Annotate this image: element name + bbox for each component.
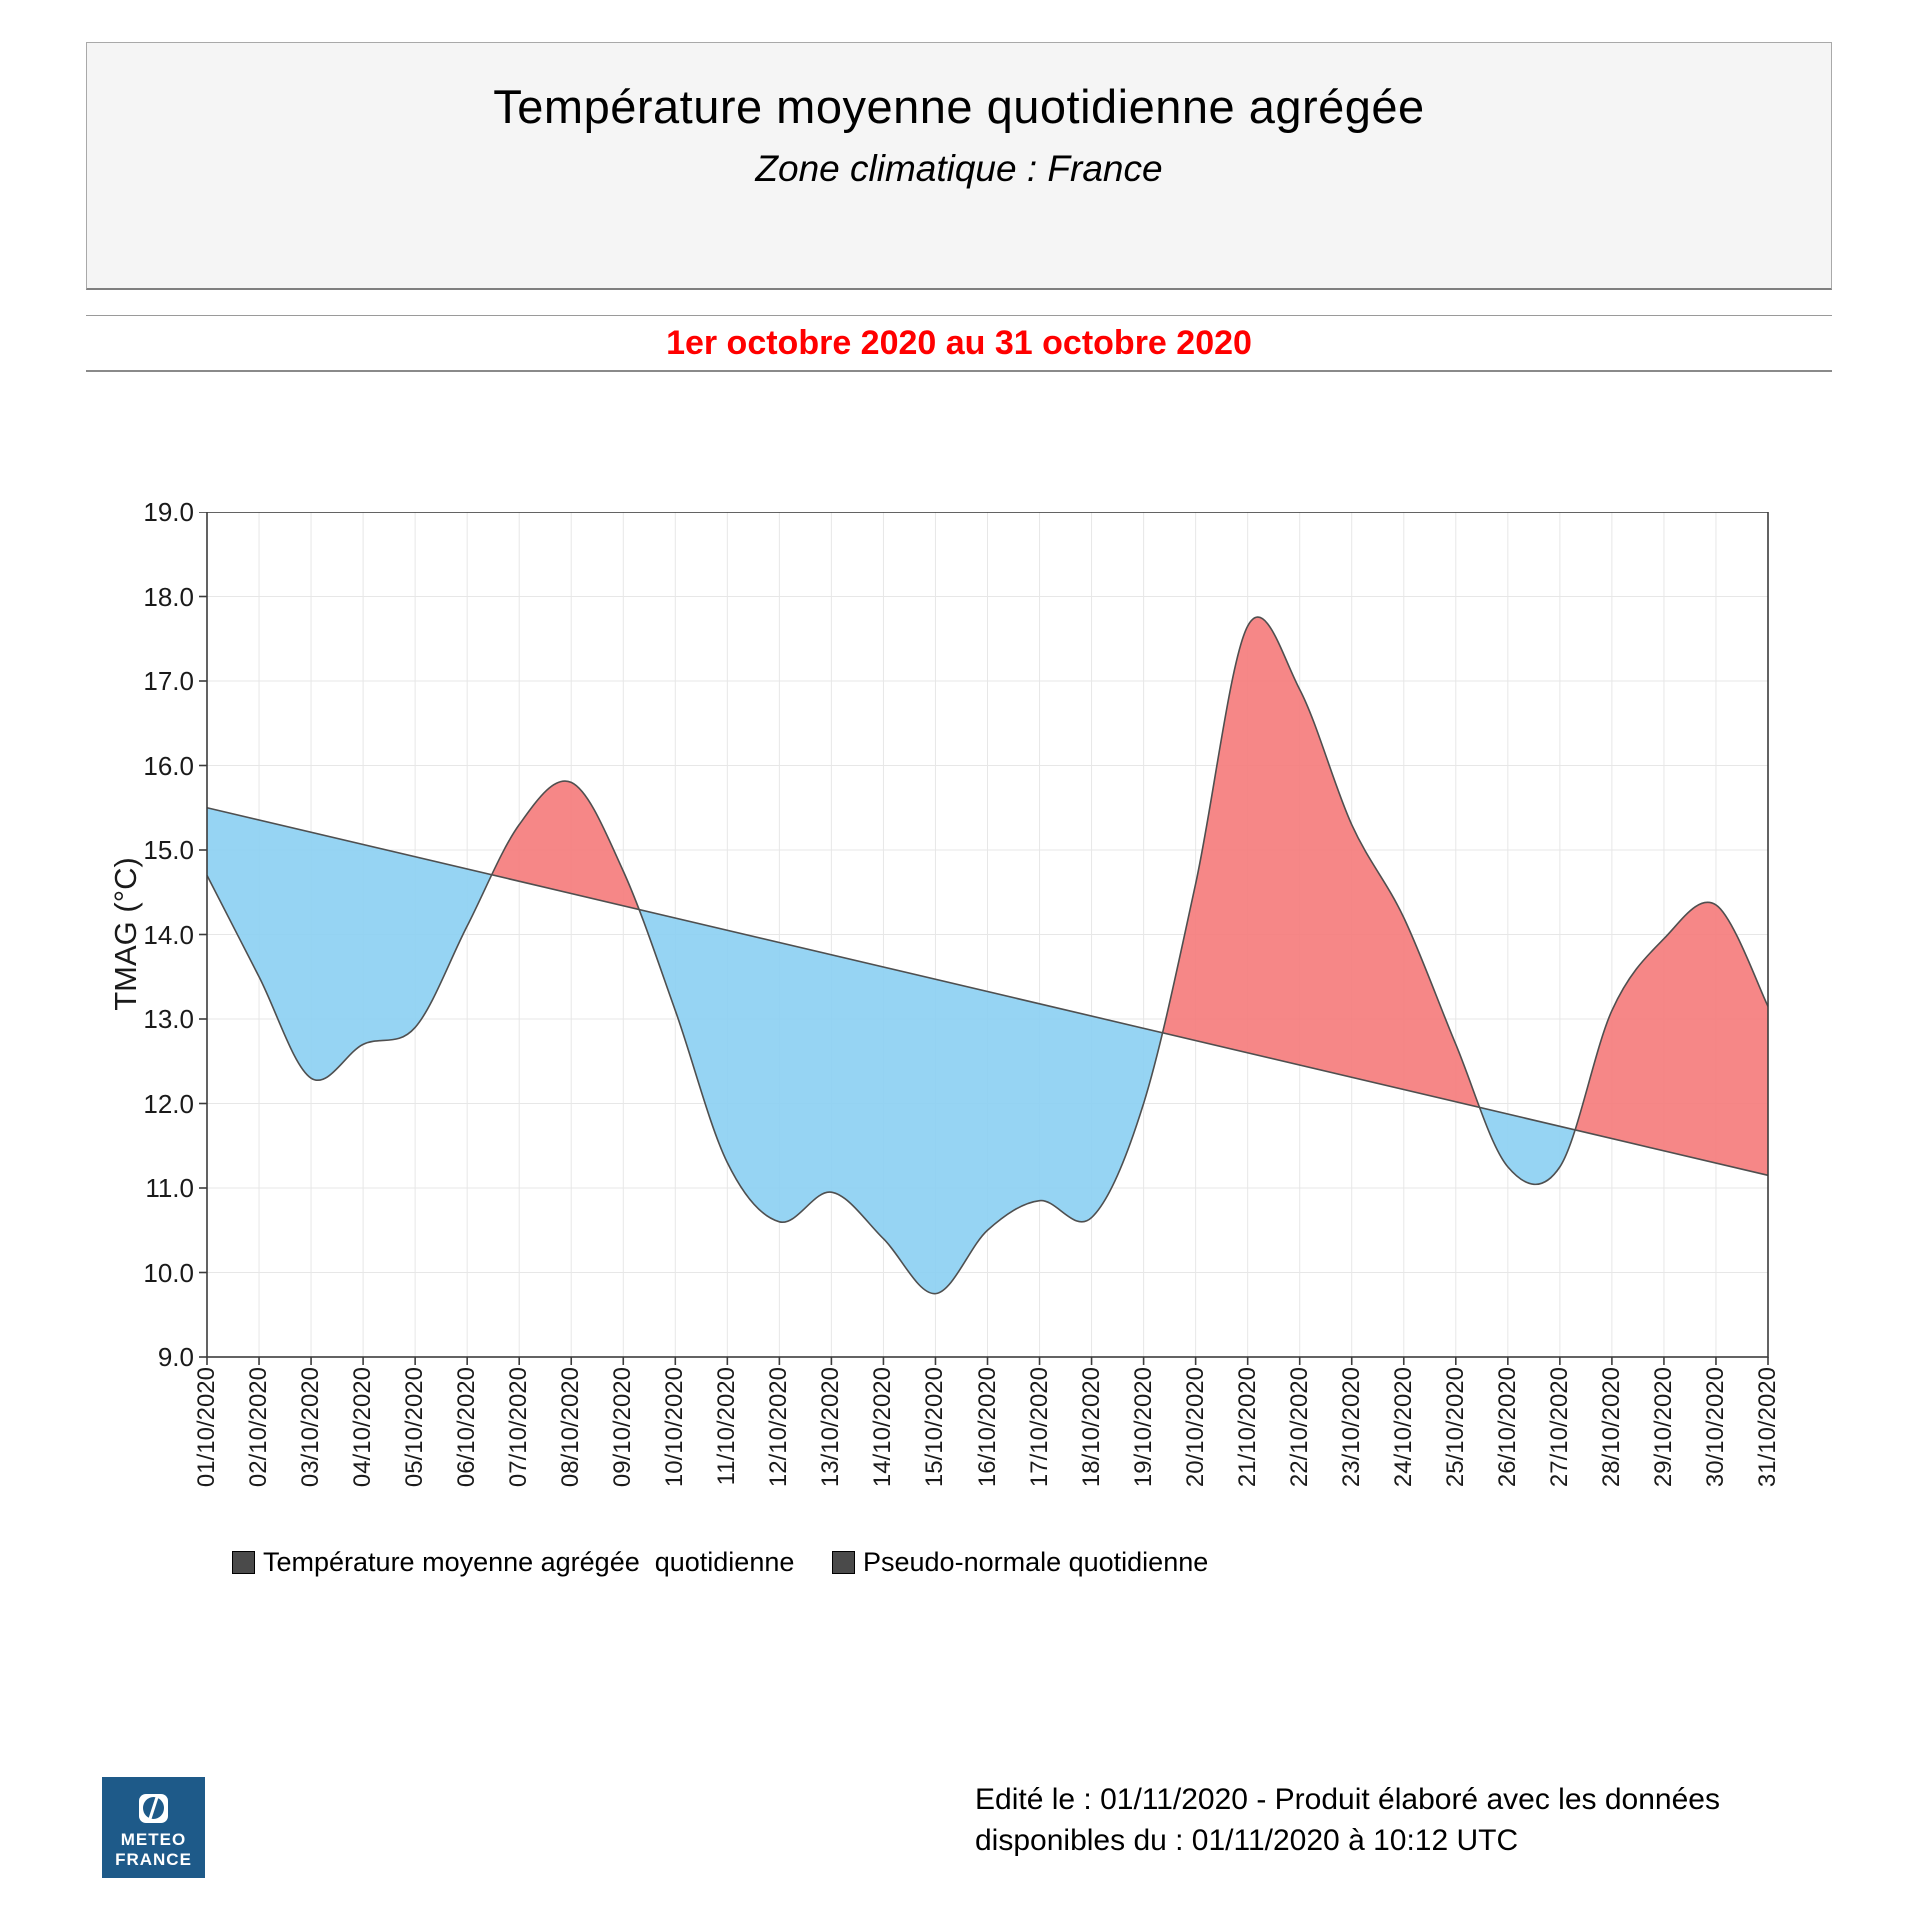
- x-tick-label: 30/10/2020: [1701, 1367, 1729, 1488]
- x-tick-label: 16/10/2020: [973, 1367, 1001, 1488]
- page-title: Température moyenne quotidienne agrégée: [493, 80, 1425, 133]
- x-tick-label: 27/10/2020: [1545, 1367, 1573, 1488]
- x-tick-label: 12/10/2020: [765, 1367, 793, 1488]
- y-tick-label: 11.0: [145, 1173, 194, 1203]
- x-tick-label: 24/10/2020: [1389, 1367, 1417, 1488]
- x-tick-label: 18/10/2020: [1077, 1367, 1105, 1488]
- x-tick-label: 20/10/2020: [1181, 1367, 1209, 1488]
- y-tick-label: 16.0: [143, 750, 194, 781]
- y-axis-title: TMAG (°C): [108, 857, 143, 1011]
- x-tick-label: 22/10/2020: [1285, 1367, 1313, 1488]
- x-tick-label: 31/10/2020: [1754, 1367, 1781, 1488]
- x-tick-label: 05/10/2020: [401, 1367, 429, 1488]
- x-tick-label: 21/10/2020: [1233, 1367, 1261, 1488]
- legend-swatch-pseudo-normale-icon: [832, 1551, 855, 1574]
- y-tick-label: 14.0: [143, 919, 194, 950]
- x-tick-label: 10/10/2020: [661, 1367, 689, 1488]
- edition-note-line2: disponibles du : 01/11/2020 à 10:12 UTC: [975, 1824, 1519, 1857]
- x-tick-label: 02/10/2020: [245, 1367, 273, 1488]
- period-band: [86, 315, 1832, 372]
- x-tick-label: 01/10/2020: [193, 1367, 220, 1488]
- y-tick-label: 10.0: [143, 1257, 194, 1288]
- y-tick-label: 17.0: [143, 666, 194, 696]
- header-panel: [86, 42, 1832, 290]
- meteo-france-emblem-icon: [139, 1794, 168, 1823]
- x-tick-label: 08/10/2020: [557, 1367, 585, 1488]
- edition-note: [975, 1779, 1720, 1861]
- temperature-area-chart: [197, 512, 1778, 1373]
- x-tick-label: 15/10/2020: [921, 1367, 949, 1488]
- logo-text-meteo: METEO: [120, 1830, 187, 1849]
- x-tick-label: 13/10/2020: [817, 1367, 845, 1488]
- period-label: 1er octobre 2020 au 31 octobre 2020: [666, 324, 1252, 362]
- legend-label-tmag: Température moyenne agrégée quotidienne: [263, 1547, 795, 1577]
- y-tick-label: 19.0: [143, 497, 194, 527]
- x-tick-label: 23/10/2020: [1337, 1367, 1365, 1488]
- x-tick-label: 17/10/2020: [1025, 1367, 1053, 1488]
- x-tick-label: 26/10/2020: [1493, 1367, 1521, 1488]
- x-tick-label: 14/10/2020: [869, 1367, 897, 1488]
- y-tick-label: 15.0: [143, 835, 194, 865]
- x-tick-label: 07/10/2020: [505, 1367, 533, 1488]
- x-tick-label: 09/10/2020: [609, 1367, 637, 1488]
- x-tick-label: 19/10/2020: [1129, 1367, 1157, 1488]
- x-tick-label: 29/10/2020: [1649, 1367, 1677, 1488]
- legend-swatch-tmag-icon: [232, 1551, 255, 1574]
- legend-label-pseudo-normale: Pseudo-normale quotidienne: [863, 1547, 1209, 1577]
- y-tick-label: 13.0: [143, 1004, 194, 1034]
- meteo-france-logo: [102, 1777, 205, 1878]
- y-tick-label: 9.0: [157, 1342, 194, 1372]
- x-tick-label: 04/10/2020: [349, 1367, 377, 1488]
- x-tick-label: 03/10/2020: [297, 1367, 325, 1488]
- x-tick-label: 28/10/2020: [1597, 1367, 1625, 1488]
- page-subtitle: Zone climatique : France: [755, 148, 1163, 189]
- y-tick-label: 18.0: [143, 581, 194, 612]
- y-tick-label: 12.0: [143, 1088, 194, 1119]
- x-tick-label: 11/10/2020: [713, 1367, 741, 1486]
- edition-note-line1: Edité le : 01/11/2020 - Produit élaboré avec les données: [975, 1783, 1720, 1816]
- x-tick-label: 25/10/2020: [1441, 1367, 1469, 1488]
- logo-text-france: FRANCE: [115, 1850, 192, 1869]
- x-tick-label: 06/10/2020: [453, 1367, 481, 1488]
